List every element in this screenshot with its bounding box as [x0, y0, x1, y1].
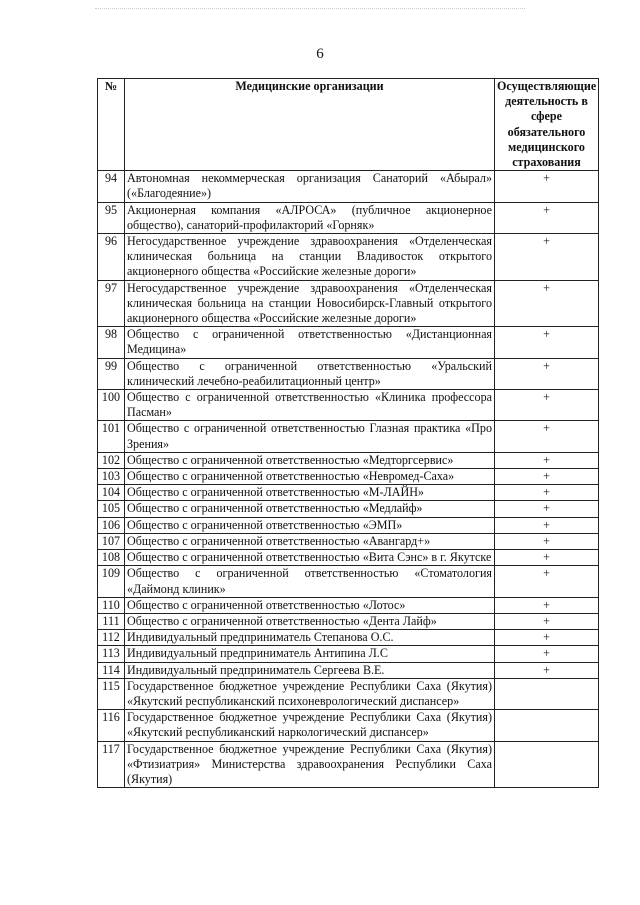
- row-number: 110: [98, 597, 125, 613]
- oms-mark: +: [495, 234, 599, 281]
- organization-name: Негосударственное учреждение здравоохранения «Отделенческая клиническая больница на станции Новосибирск-Главный открытого акционерного общества «Российские железные дороги»: [125, 280, 495, 327]
- row-number: 115: [98, 678, 125, 709]
- table-row: [98, 234, 599, 281]
- row-number: 109: [98, 566, 125, 597]
- oms-mark: +: [495, 202, 599, 233]
- row-number: 100: [98, 390, 125, 421]
- row-number: 104: [98, 485, 125, 501]
- scan-artifact: [95, 8, 525, 13]
- organization-name: Общество с ограниченной ответственностью «Стоматология «Даймонд клиник»: [125, 566, 495, 597]
- organization-name: Общество с ограниченной ответственностью «Лотос»: [125, 597, 495, 613]
- row-number: 105: [98, 501, 125, 517]
- organization-name: Общество с ограниченной ответственностью «Невромед-Саха»: [125, 469, 495, 485]
- table-row: [98, 566, 599, 597]
- oms-mark: +: [495, 501, 599, 517]
- organization-name: Общество с ограниченной ответственностью «Клиника профессора Пасман»: [125, 390, 495, 421]
- table-row: [98, 646, 599, 662]
- row-number: 116: [98, 710, 125, 741]
- row-number: 98: [98, 327, 125, 358]
- table-row: [98, 358, 599, 389]
- table-row: [98, 517, 599, 533]
- oms-mark: +: [495, 452, 599, 468]
- header-number: №: [98, 79, 125, 171]
- row-number: 99: [98, 358, 125, 389]
- table-header-row: [98, 79, 599, 171]
- row-number: 102: [98, 452, 125, 468]
- oms-mark: +: [495, 327, 599, 358]
- organization-name: Общество с ограниченной ответственностью «М-ЛАЙН»: [125, 485, 495, 501]
- table-row: [98, 485, 599, 501]
- header-oms: Осуществляющие деятельность в сфере обязательного медицинского страхования: [495, 79, 599, 171]
- oms-mark: +: [495, 597, 599, 613]
- table-row: [98, 550, 599, 566]
- oms-mark: +: [495, 613, 599, 629]
- oms-mark: +: [495, 517, 599, 533]
- oms-mark: +: [495, 390, 599, 421]
- organization-name: Автономная некоммерческая организация Санаторий «Абырал» («Благодеяние»): [125, 171, 495, 202]
- table-row: [98, 469, 599, 485]
- page-number: 6: [316, 46, 324, 62]
- oms-mark: +: [495, 662, 599, 678]
- row-number: 103: [98, 469, 125, 485]
- organization-name: Общество с ограниченной ответственностью «Уральский клинический лечебно-реабилитационный центр»: [125, 358, 495, 389]
- oms-mark: +: [495, 358, 599, 389]
- oms-mark: [495, 741, 599, 788]
- table-row: [98, 421, 599, 452]
- organization-name: Индивидуальный предприниматель Степанова О.С.: [125, 630, 495, 646]
- organization-name: Общество с ограниченной ответственностью «ЭМП»: [125, 517, 495, 533]
- row-number: 106: [98, 517, 125, 533]
- table-row: [98, 202, 599, 233]
- table-row: [98, 327, 599, 358]
- organization-name: Акционерная компания «АЛРОСА» (публичное акционерное общество), санаторий-профилакторий «Горняк»: [125, 202, 495, 233]
- organization-name: Индивидуальный предприниматель Сергеева В.Е.: [125, 662, 495, 678]
- row-number: 111: [98, 613, 125, 629]
- organization-name: Индивидуальный предприниматель Антипина Л.С: [125, 646, 495, 662]
- oms-mark: +: [495, 421, 599, 452]
- row-number: 94: [98, 171, 125, 202]
- oms-mark: [495, 678, 599, 709]
- table-row: [98, 390, 599, 421]
- row-number: 114: [98, 662, 125, 678]
- organization-name: Общество с ограниченной ответственностью «Дистанционная Медицина»: [125, 327, 495, 358]
- oms-mark: +: [495, 171, 599, 202]
- header-organization: Медицинские организации: [125, 79, 495, 171]
- table-row: [98, 710, 599, 741]
- organization-name: Общество с ограниченной ответственностью «Дента Лайф»: [125, 613, 495, 629]
- oms-mark: +: [495, 485, 599, 501]
- table-row: [98, 171, 599, 202]
- table-row: [98, 533, 599, 549]
- organization-name: Общество с ограниченной ответственностью «Авангард+»: [125, 533, 495, 549]
- table-row: [98, 452, 599, 468]
- oms-mark: +: [495, 280, 599, 327]
- row-number: 113: [98, 646, 125, 662]
- row-number: 112: [98, 630, 125, 646]
- table-row: [98, 741, 599, 788]
- row-number: 97: [98, 280, 125, 327]
- table-row: [98, 280, 599, 327]
- table-row: [98, 630, 599, 646]
- table-row: [98, 613, 599, 629]
- oms-mark: +: [495, 550, 599, 566]
- organization-name: Общество с ограниченной ответственностью «Медлайф»: [125, 501, 495, 517]
- organization-name: Общество с ограниченной ответственностью «Вита Сэнс» в г. Якутске: [125, 550, 495, 566]
- organization-name: Государственное бюджетное учреждение Республики Саха (Якутия) «Якутский республиканский психоневрологический диспансер»: [125, 678, 495, 709]
- row-number: 101: [98, 421, 125, 452]
- table-row: [98, 662, 599, 678]
- organization-name: Государственное бюджетное учреждение Республики Саха (Якутия) «Фтизиатрия» Министерства здравоохранения Республики Саха (Якутия): [125, 741, 495, 788]
- table-row: [98, 678, 599, 709]
- row-number: 96: [98, 234, 125, 281]
- organization-name: Общество с ограниченной ответственностью Глазная практика «Про Зрения»: [125, 421, 495, 452]
- oms-mark: +: [495, 566, 599, 597]
- oms-mark: +: [495, 646, 599, 662]
- organization-name: Общество с ограниченной ответственностью «Медторгсервис»: [125, 452, 495, 468]
- row-number: 107: [98, 533, 125, 549]
- row-number: 95: [98, 202, 125, 233]
- table-row: [98, 597, 599, 613]
- oms-mark: [495, 710, 599, 741]
- oms-mark: +: [495, 469, 599, 485]
- row-number: 117: [98, 741, 125, 788]
- row-number: 108: [98, 550, 125, 566]
- medical-organizations-table: [97, 78, 599, 788]
- organization-name: Государственное бюджетное учреждение Республики Саха (Якутия) «Якутский республиканский наркологический диспансер»: [125, 710, 495, 741]
- oms-mark: +: [495, 630, 599, 646]
- oms-mark: +: [495, 533, 599, 549]
- table-row: [98, 501, 599, 517]
- organization-name: Негосударственное учреждение здравоохранения «Отделенческая клиническая больница на станции Владивосток открытого акционерного общества «Российские железные дороги»: [125, 234, 495, 281]
